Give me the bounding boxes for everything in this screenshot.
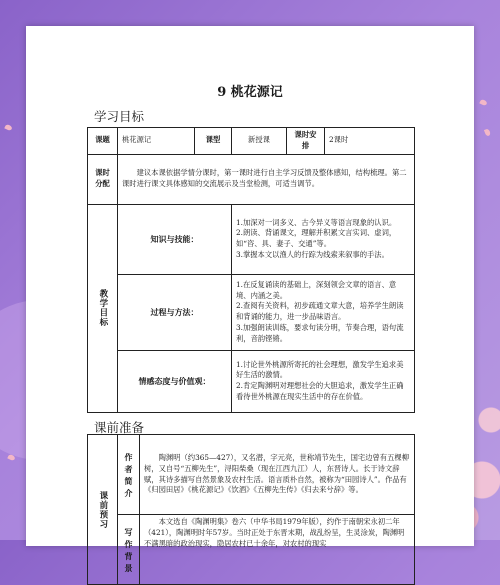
attitude-values-label: 情感态度与价值观： — [118, 350, 232, 412]
learning-goals-table — [87, 127, 415, 413]
background-text: 本文选自《陶渊明集》卷六（中华书局1979年版），约作于南朝宋永初二年（421），陶渊明时年57岁。当时正处于东晋末期，战乱纷呈，生灵涂炭，陶渊明不满黑暗的政治现实，隐居农村已十余年，对农村的现实 — [140, 515, 415, 585]
hours-value: 2课时 — [325, 128, 415, 155]
petal-decoration — [479, 99, 487, 106]
table-row — [88, 154, 415, 204]
author-intro-label: 作者简介 — [118, 435, 140, 515]
background-label: 写作背景 — [118, 515, 140, 585]
allocation-label: 课时分配 — [88, 154, 118, 204]
table-row — [88, 350, 415, 412]
process-methods-content — [232, 274, 415, 350]
objectives-label: 教学目标 — [88, 204, 118, 412]
lesson-type-label: 课型 — [195, 128, 232, 155]
list-item: 3.掌握本文以渔人的行踪为线索来叙事的手法。 — [236, 250, 389, 260]
list-item: 2.朗读、背诵课文，理解并积累文言实词、虚词，如“咨、具、妻子、交通”等。 — [236, 228, 397, 249]
list-item: 3.加强朗读训练，要求句读分明，节奏合理，语句流利，音韵铿锵。 — [236, 323, 404, 344]
attitude-values-content — [232, 350, 415, 412]
table-row — [88, 128, 415, 155]
lesson-type-value: 新授课 — [232, 128, 287, 155]
table-row — [88, 435, 415, 515]
petal-decoration — [4, 124, 12, 131]
knowledge-skills-content — [232, 204, 415, 274]
petal-decoration — [484, 128, 491, 136]
document-title: 9 桃花源记 — [217, 85, 283, 100]
topic-value: 桃花源记 — [118, 128, 195, 155]
process-methods-label: 过程与方法： — [118, 274, 232, 350]
table-row — [88, 274, 415, 350]
list-item: 1.讨论世外桃源所寄托的社会理想，激发学生追求美好生活的激情。 — [236, 359, 404, 380]
hours-label: 课时安排 — [287, 128, 325, 155]
list-item: 2.肯定陶渊明对理想社会的大胆追求，激发学生正确看待世外桃源在现实生活中的存在价值。 — [236, 381, 404, 402]
table-row — [88, 515, 415, 585]
list-item: 1.加深对一词多义、古今异义等语言现象的认识。 — [236, 217, 397, 227]
list-item: 1.在反复诵读的基础上，深刻领会文章的语言、意境、内涵之美。 — [236, 279, 397, 300]
list-item: 2.查阅有关资料，初步疏通文章大意，培养学生朗读和背诵的能力，进一步品味语言。 — [236, 301, 404, 322]
topic-label: 课题 — [88, 128, 118, 155]
preview-label: 课前预习 — [88, 435, 118, 585]
allocation-text: 建议本课依据学情分课时，第一课时进行自主学习反馈及整体感知，结构梳理。第二课时进行课文具体感知的交流展示及当堂检测，可适当调节。 — [118, 154, 415, 204]
pre-class-table — [87, 434, 415, 585]
section-heading-prep: 课前准备 — [94, 420, 145, 435]
author-intro-text: 陶渊明（约365—427），又名潜，字元亮，世称靖节先生，国宅边曾有五棵柳树，又自号“五柳先生”，浔阳柴桑（现在江西九江）人，东晋诗人。长于诗文辞赋，其诗多描写自然景象及农村生活。语言质朴自然，被称为“田园诗人”。作品有《归园田居》《桃花源记》《饮酒》《五柳先生传》《归去来兮辞》等。 — [140, 435, 415, 515]
knowledge-skills-label: 知识与技能： — [118, 204, 232, 274]
table-row — [88, 204, 415, 274]
section-heading-goals: 学习目标 — [94, 109, 145, 124]
